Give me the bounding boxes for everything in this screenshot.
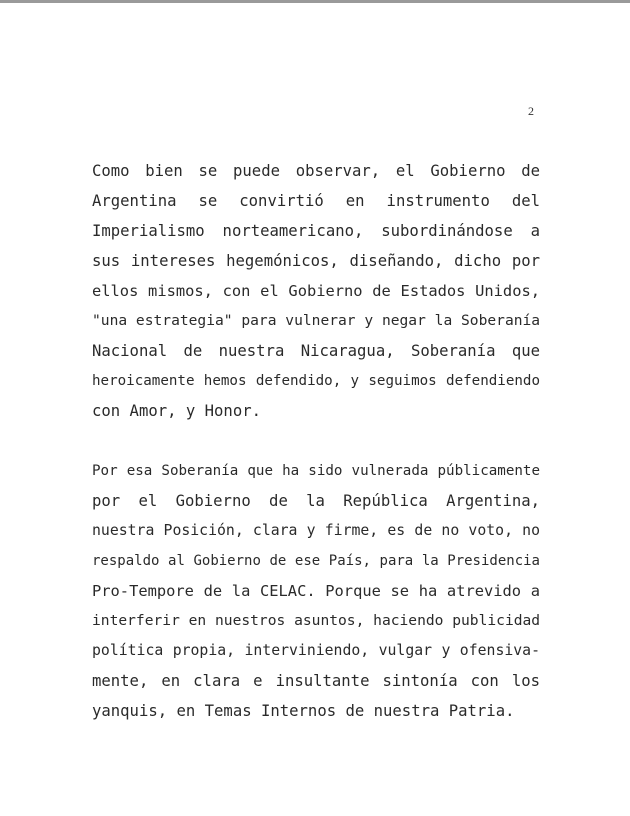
top-edge-rule [0,0,630,3]
text-line: heroicamente hemos defendido, y seguimos defendiendo [92,373,540,389]
text-line: nuestra Posición, clara y firme, es de no voto, no [92,522,540,539]
text-line: yanquis, en Temas Internos de nuestra Patria. [92,702,515,720]
text-line: por el Gobierno de la República Argentina, [92,492,540,510]
text-line: "una estrategia" para vulnerar y negar la Soberanía [92,312,540,329]
page-number: 2 [528,104,534,118]
text-line: sus intereses hegemónicos, diseñando, dicho por [92,252,540,270]
text-line: Imperialismo norteamericano, subordinándose a [92,222,540,240]
text-line: política propia, interviniendo, vulgar y ofensiva- [92,642,540,659]
text-line: con Amor, y Honor. [92,402,261,420]
text-line: Como bien se puede observar, el Gobierno de [92,162,540,180]
paragraph-2 [92,456,540,726]
text-line: Por esa Soberanía que ha sido vulnerada públicamente [92,463,540,479]
text-line: interferir en nuestros asuntos, haciendo publicidad [92,612,540,629]
text-line: Argentina se convirtió en instrumento del [92,192,540,210]
text-line: Nacional de nuestra Nicaragua, Soberanía que [92,342,540,360]
text-line: respaldo al Gobierno de ese País, para la Presidencia [92,553,540,569]
paragraph-1 [92,156,540,426]
text-line: mente, en clara e insultante sintonía con los [92,672,540,690]
text-line: Pro-Tempore de la CELAC. Porque se ha atrevido a [92,582,540,600]
text-line: ellos mismos, con el Gobierno de Estados Unidos, [92,282,540,300]
